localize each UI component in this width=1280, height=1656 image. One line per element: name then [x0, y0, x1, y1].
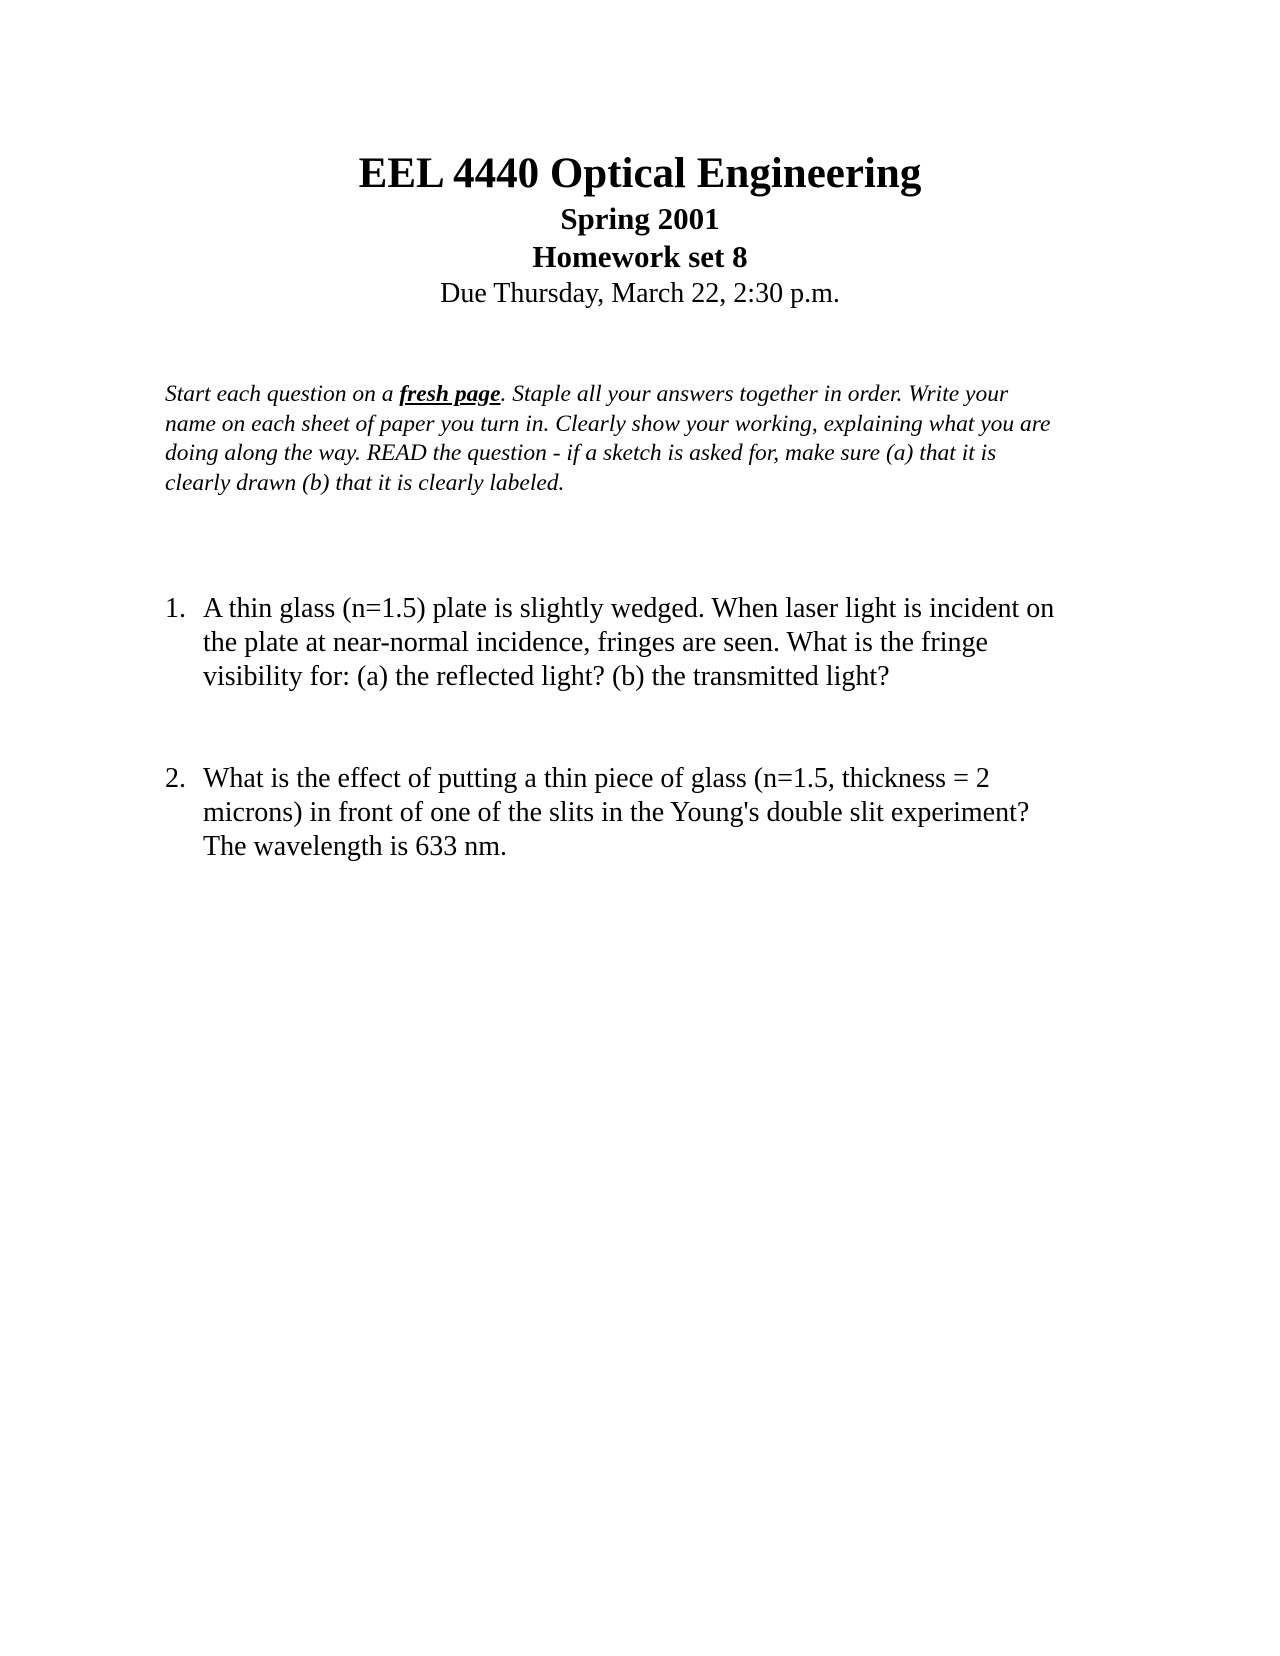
question-line: visibility for: (a) the reflected light? (b) the transmitted light? [203, 661, 890, 692]
instructions-line [165, 380, 1125, 410]
question-line: What is the effect of putting a thin piece of glass (n=1.5, thickness = 2 [203, 763, 990, 794]
document-header [0, 148, 1280, 312]
question-line: microns) in front of one of the slits in the Young's double slit experiment? [203, 797, 1030, 828]
question-line: the plate at near-normal incidence, fringes are seen. What is the fringe [203, 627, 988, 658]
instructions-emphasis: fresh page [399, 381, 501, 407]
instructions-line: name on each sheet of paper you turn in. Clearly show your working, explaining what you are [165, 410, 1051, 437]
instructions-block [165, 380, 1125, 498]
question-number: 1. [165, 593, 186, 624]
question-item [165, 762, 1125, 864]
instructions-line: clearly drawn (b) that it is clearly labeled. [165, 469, 565, 496]
question-number: 2. [165, 763, 186, 794]
question-line: The wavelength is 633 nm. [203, 831, 508, 862]
instructions-text: Start each question on a [165, 381, 400, 407]
instructions-line: doing along the way. READ the question - if a sketch is asked for, make sure (a) that it is [165, 440, 997, 466]
due-date: Due Thursday, March 22, 2:30 p.m. [440, 278, 840, 309]
question-item [165, 592, 1125, 694]
questions-list [165, 592, 1125, 864]
term-label: Spring 2001 [560, 201, 720, 236]
instructions-text: . Staple all your answers together in order. Write your [500, 381, 1009, 407]
assignment-label: Homework set 8 [532, 239, 748, 274]
question-line: A thin glass (n=1.5) plate is slightly wedged. When laser light is incident on [203, 593, 1055, 624]
course-title: EEL 4440 Optical Engineering [358, 150, 922, 197]
